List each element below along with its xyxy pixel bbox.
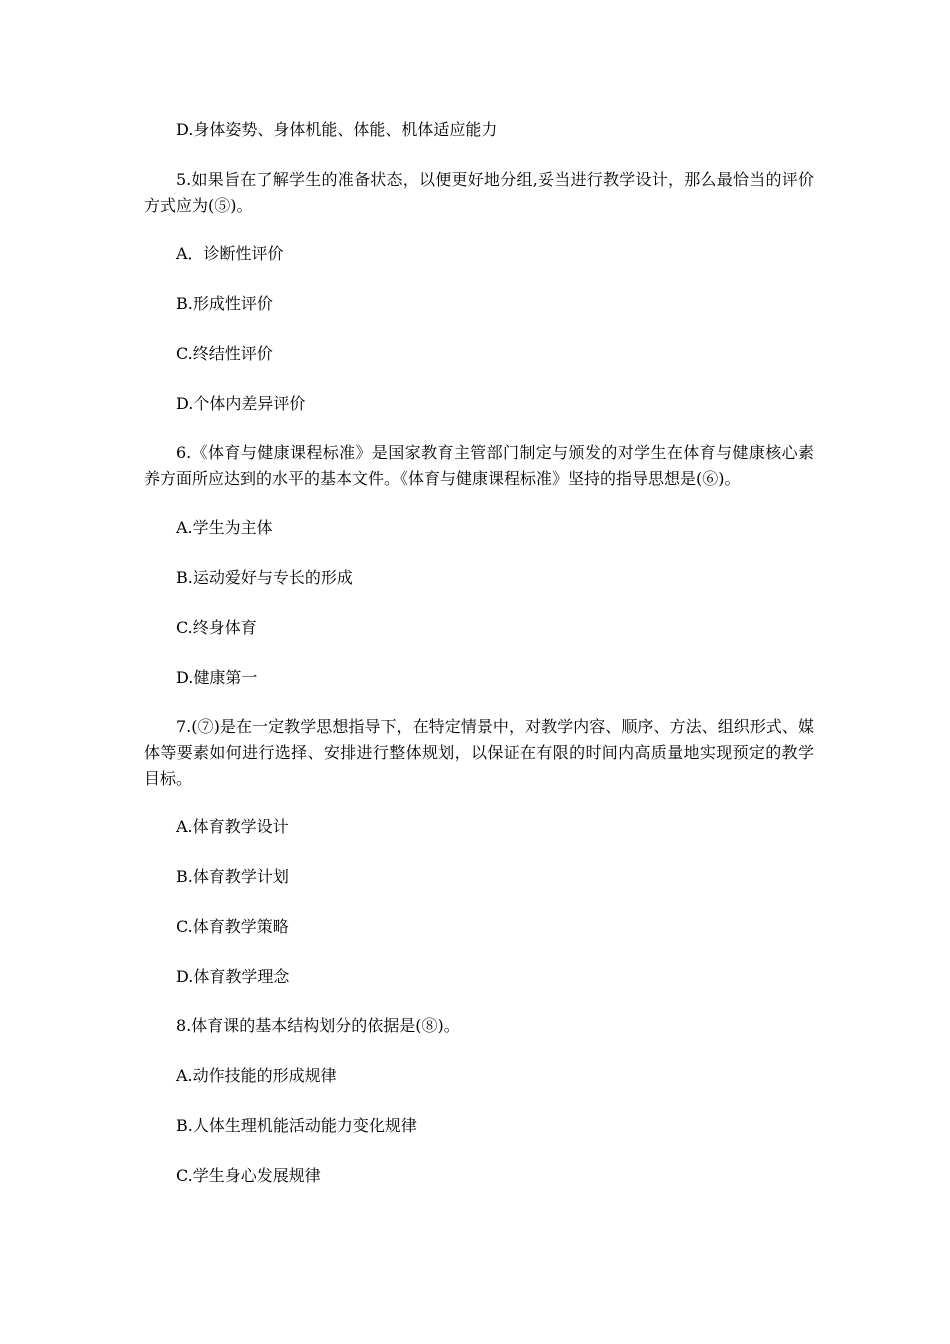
option-6b: B.运动爱好与专长的形成 [176, 568, 353, 587]
question-8: 8.体育课的基本结构划分的依据是(⑧)。 [176, 1016, 460, 1035]
question-6: 6.《体育与健康课程标准》是国家教育主管部门制定与颁发的对学生在体育与健康核心素养方面所应达到的水平的基本文件。《体育与健康课程标准》坚持的指导思想是(⑥)。 [144, 443, 814, 488]
option-5b: B.形成性评价 [176, 294, 273, 313]
option-6a: A.学生为主体 [176, 518, 273, 537]
question-7: 7.(⑦)是在一定教学思想指导下，在特定情景中，对教学内容、顺序、方法、组织形式、媒体等要素如何进行选择、安排进行整体规划，以保证在有限的时间内高质量地实现预定的教学目标。 [144, 717, 814, 788]
option-5d: D.个体内差异评价 [176, 394, 306, 413]
option-7d: D.体育教学理念 [176, 967, 290, 986]
option-8b: B.人体生理机能活动能力变化规律 [176, 1116, 417, 1135]
question-5: 5.如果旨在了解学生的准备状态，以便更好地分组,妥当进行教学设计，那么最恰当的评价方式应为(⑤)。 [144, 170, 814, 215]
option-5c: C.终结性评价 [176, 344, 273, 363]
option-5a: A．诊断性评价 [176, 244, 284, 263]
option-7a: A.体育教学设计 [176, 817, 289, 836]
option-6c: C.终身体育 [176, 618, 257, 637]
option-6d: D.健康第一 [176, 668, 258, 687]
option-7b: B.体育教学计划 [176, 867, 289, 886]
option-8c: C.学生身心发展规律 [176, 1166, 321, 1185]
option-7c: C.体育教学策略 [176, 917, 289, 936]
option-4d: D.身体姿势、身体机能、体能、机体适应能力 [176, 120, 498, 139]
option-8a: A.动作技能的形成规律 [176, 1066, 337, 1085]
